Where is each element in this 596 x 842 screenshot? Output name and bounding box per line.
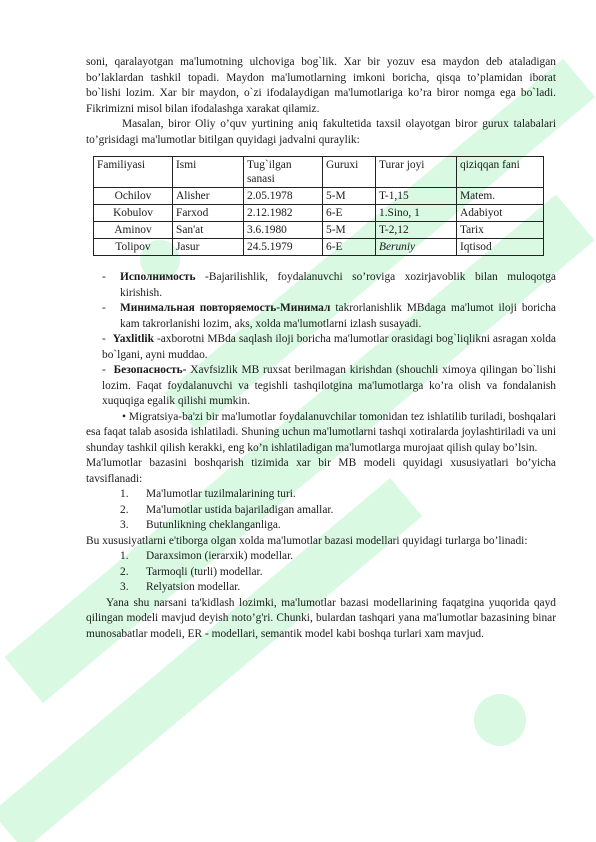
table-cell: 24.5.1979 (244, 239, 323, 256)
list-text: Daraxsimon (ierarxik) modellar. (146, 550, 294, 562)
table-header: Familiyasi (94, 157, 173, 188)
table-cell: Beruniy (376, 239, 457, 256)
list-number: 2. (120, 503, 129, 516)
bullet-text: -Bajarilishlik, foydalanuvchi so’roviga xozirjavoblik bilan muloqotga kirishish. (120, 271, 556, 299)
table-row (94, 222, 544, 239)
characteristics-list (86, 487, 556, 534)
paragraph-example: Masalan, biror Oliy o’quv yurtining aniq fakultetida taxsil olayotgan biror guruх talabalari to’grisidagi ma'lumotlar bitilgan quyidagi jadvalni quraylik: (86, 118, 556, 146)
table-cell: 5-M (323, 188, 376, 205)
table-cell: Farxod (173, 205, 244, 222)
table-cell: 2.05.1978 (244, 188, 323, 205)
model-types-list (86, 549, 556, 596)
bullet-item (86, 301, 556, 332)
list-text: Tarmoqli (turli) modellar. (146, 565, 263, 578)
list-item (120, 503, 556, 519)
table-cell: Adabiyot (457, 205, 544, 222)
paragraph-model-types: Bu xususiyatlarni e'tiborga olgan xolda ma'lumotlar bazasi modellari quyidagi turlarga bo’linadi: (86, 534, 528, 547)
table-header: qiziqqan fani (457, 157, 544, 188)
bullet-term: Yaxlitlik (112, 333, 154, 345)
table-cell: Aminov (94, 222, 173, 239)
table-cell: Matem. (457, 188, 544, 205)
bullet-text: takrorlanishlik MBdaga ma'lumot iloji boricha kam takrorlanishi lozim, aks, xolda ma'lumotlarni izlash susayadi. (120, 302, 556, 330)
bullet-term: Безопасность- (113, 364, 187, 376)
list-text: Butunlikning cheklanganliga. (146, 519, 281, 531)
table-cell: Tolipov (94, 239, 173, 256)
list-item (120, 549, 556, 565)
bullet-item (86, 270, 556, 301)
paragraph-conclusion: Yana shu narsani ta'kidlash lozimki, ma'lumotlar bazasi modellarining faqatgina yuqorida qayd qilingan modeli mavjud deyish noto’g'ri. Chunki, bulardan tashqari yana ma'lumotlar bazasining binar munosabatlar modeli, ER - modellari, semantik model kabi boshqa turlari xam mavjud. (86, 596, 556, 640)
table-cell: 3.6.1980 (244, 222, 323, 239)
table-cell: 5-M (323, 222, 376, 239)
table-cell: 1.Sino, 1 (376, 205, 457, 222)
table-header: Ismi (173, 157, 244, 188)
table-cell: Kobulov (94, 205, 173, 222)
table-row (94, 239, 544, 256)
table-cell: 2.12.1982 (244, 205, 323, 222)
list-number: 2. (120, 565, 129, 578)
list-item (120, 518, 556, 534)
list-item (120, 487, 556, 503)
bullet-text: Xavfsizlik MB ruxsat berilmagan kirishdan (shouchli ximoya qilingan bo`lishi lozim. Faqat foydalanuvchi va tegishli tashqilotgina ma'lumotlarga ko’ra olish va fondalanish xuquqiga egalik qilishi mumkin. (102, 364, 556, 407)
table-header: Guruxi (323, 157, 376, 188)
paragraph-characteristics: Ma'lumotlar bazasini boshqarish tizimida xar bir MB modeli quyidagi xususiyatlari bo’yicha tavsiflanadi: (86, 457, 556, 485)
list-number: 3. (120, 519, 129, 531)
list-number: 1. (120, 550, 129, 562)
bullet-item (86, 332, 556, 363)
table-header: Tug`ilgan sanasi (244, 157, 323, 188)
document-page (86, 55, 556, 642)
paragraph-migration: • Migratsiya-ba'zi bir ma'lumotlar foydalanuvchilar tomonidan tez ishlatilib turiladi, boshqalari esa faqat talab asosida ishlatiladi. Shuning uchun ma'lumotlarni tashqi xotiralarda joylashtiriladi va uni shunday tashkil qilish kerakki, eng ko’n ishlatiladigan ma'lumotlarga murojaat qilish qulay bo’lsin. (86, 410, 556, 454)
list-text: Ma'lumotlar ustida bajariladigan amallar. (146, 503, 334, 516)
table-cell: 6-E (323, 239, 376, 256)
bullet-term: Исполнимость (120, 271, 196, 283)
list-item (120, 580, 556, 596)
table-cell: Ochilov (94, 188, 173, 205)
dash-marker: - (102, 333, 106, 345)
bullet-text: -axborotni MBda saqlash iloji boricha ma'lumotlar orasidagi bog`liqlikni asragan xolda bo`lgani, ayni muddao. (102, 333, 556, 361)
list-item (120, 565, 556, 581)
table-row (94, 205, 544, 222)
table-cell: San'at (173, 222, 244, 239)
list-number: 1. (120, 488, 129, 500)
table-cell: T-2,12 (376, 222, 457, 239)
table-header: Turar joyi (376, 157, 457, 188)
list-number: 3. (120, 581, 129, 593)
table-row (94, 188, 544, 205)
table-cell: T-1,15 (376, 188, 457, 205)
table-header-row (94, 157, 544, 188)
table-cell: Alisher (173, 188, 244, 205)
table-cell: Jasur (173, 239, 244, 256)
table-cell: Iqtisod (457, 239, 544, 256)
students-table (93, 156, 544, 256)
bullet-term: Минимальная повторяемость-Минимал (120, 302, 331, 314)
dash-marker: - (102, 364, 106, 376)
list-text: Relyatsion modellar. (146, 581, 241, 593)
bullet-item (86, 363, 556, 410)
dash-marker: - (102, 271, 106, 283)
table-cell: 6-E (323, 205, 376, 222)
table-cell: Tarix (457, 222, 544, 239)
dash-marker: - (102, 302, 106, 314)
list-text: Ma'lumotlar tuzilmalarining turi. (146, 488, 296, 500)
paragraph-intro: soni, qaralayotgan ma'lumotning ulchoviga bog`lik. Xar bir yozuv esa maydon deb ataladigan bo’laklardan tashkil topadi. Maydon ma'lumotlarning imkoni boricha, qisqa to’plamidan iborat bo`lishi lozim. Xar bir maydon, o`zi ifodalaydigan ma'lumotlariga ko’ra biror nomga ega bo`ladi. Fikrimizni misol bilan ifodalashga xarakat qilamiz. (86, 56, 556, 115)
